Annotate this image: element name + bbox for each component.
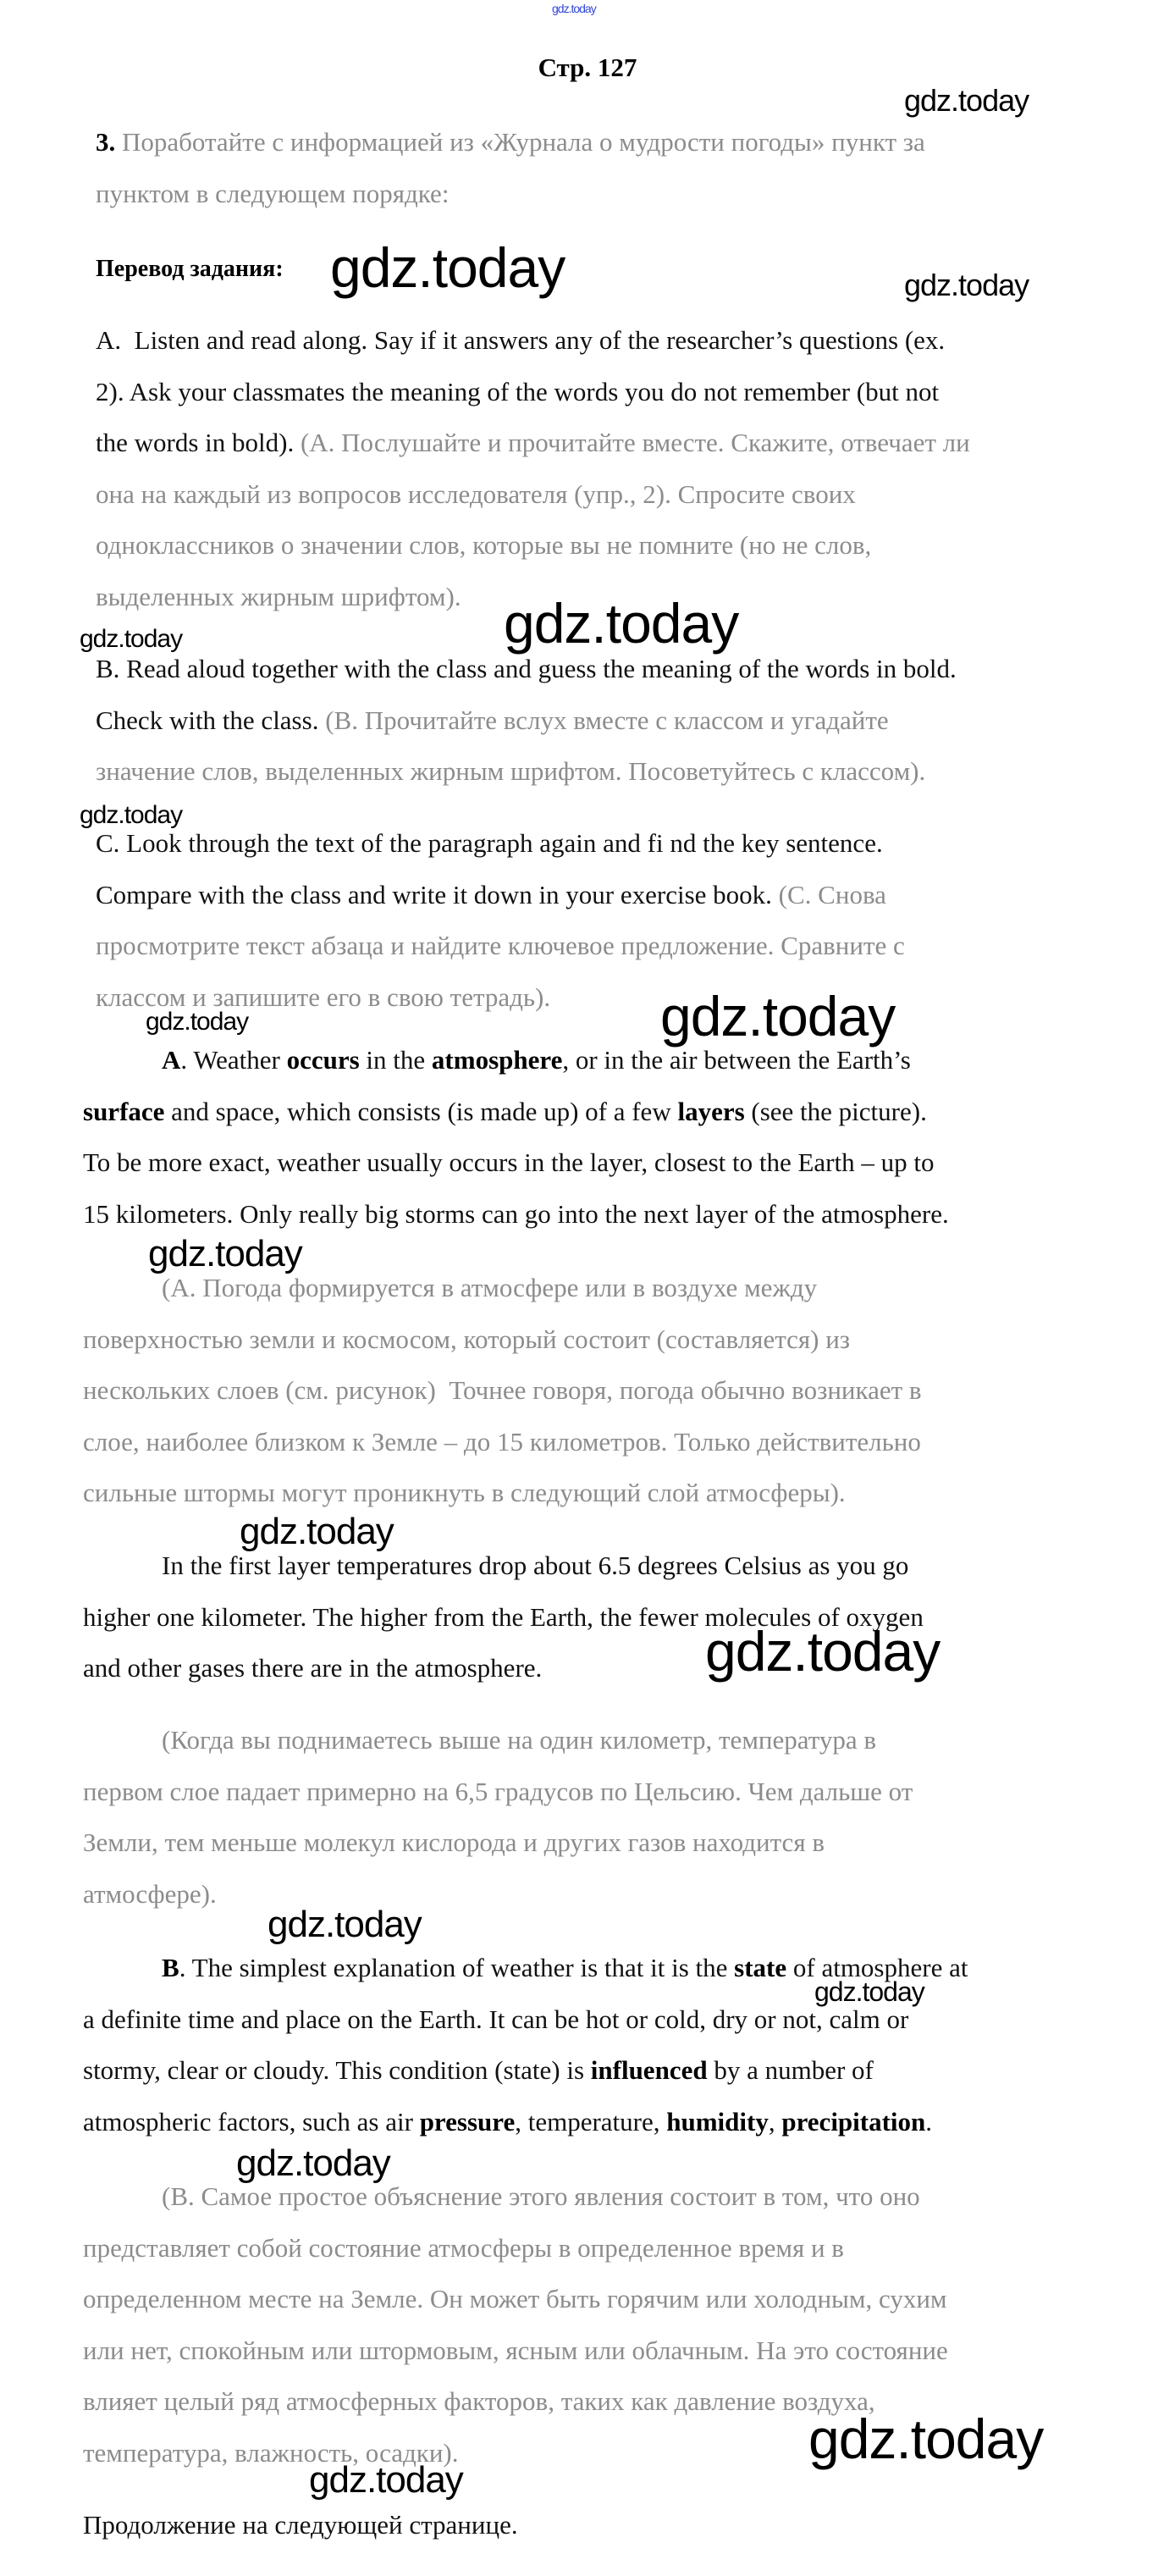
text-line — [83, 1540, 924, 1592]
bold-text: occurs — [286, 1045, 360, 1075]
item-a-paragraph — [96, 315, 970, 622]
body-text: . Weather — [180, 1045, 287, 1075]
watermark: gdz.today — [808, 2407, 1044, 2470]
translation-text: атмосфере). — [83, 1878, 217, 1909]
translation-title — [96, 244, 284, 296]
text-line — [96, 117, 925, 169]
text-layer-translation — [83, 1715, 913, 1920]
watermark: gdz.today — [660, 985, 896, 1048]
text-line — [96, 818, 905, 870]
body-text: Продолжение на следующей странице. — [83, 2510, 518, 2540]
bold-text: Перевод задания: — [96, 256, 284, 282]
body-text: , — [768, 2106, 782, 2137]
translation-text: пунктом в следующем порядке: — [96, 178, 450, 208]
bold-text: humidity — [666, 2106, 769, 2137]
bold-text: atmosphere — [431, 1045, 563, 1075]
text-line — [96, 417, 970, 469]
watermark: gdz.today — [904, 268, 1029, 302]
translation-text: (Когда вы поднимаетесь выше на один километр, температура в — [162, 1725, 877, 1755]
item-b-paragraph — [96, 644, 957, 798]
watermark: gdz.today — [814, 1976, 924, 2007]
body-text: 15 kilometers. Only really big storms can go into the next layer of the atmosphere. — [83, 1198, 949, 1229]
translation-text: первом слое падает примерно на 6,5 градусов по Цельсию. Чем дальше от — [83, 1776, 913, 1806]
watermark: gdz.today — [80, 625, 183, 653]
body-text: . — [925, 2106, 933, 2137]
body-text: and space, which consists (is made up) of a few — [164, 1096, 678, 1126]
text-line — [83, 2045, 968, 2097]
watermark: gdz.today — [330, 236, 565, 299]
text-line — [96, 367, 970, 418]
translation-text: влияет целый ряд атмосферных факторов, таких как давление воздуха, — [83, 2386, 875, 2416]
translation-text: (А. Погода формируется в атмосфере или в воздухе между — [162, 1273, 818, 1302]
task-paragraph — [96, 117, 925, 219]
body-text: 2). Ask your classmates the meaning of the words you do not remember (but not — [96, 376, 940, 406]
body-text: and other gases there are in the atmosphere. — [83, 1653, 543, 1683]
translation-text: просмотрите текст абзаца и найдите ключевое предложение. Сравните с — [96, 931, 905, 960]
text-line — [83, 2097, 968, 2148]
watermark: gdz.today — [309, 2459, 463, 2501]
watermark: gdz.today — [146, 1008, 249, 1036]
body-text: Compare with the class and write it down in your exercise book. — [96, 879, 779, 909]
body-text: stormy, clear or cloudy. This condition (state) is — [83, 2055, 591, 2085]
bold-text: A — [162, 1045, 181, 1075]
translation-text: одноклассников о значении слов, которые вы не помните (но не слов, — [96, 530, 872, 560]
text-line — [83, 2223, 948, 2275]
body-text: the words in bold). — [96, 428, 301, 457]
body-text: of atmosphere at — [786, 1953, 968, 1982]
translation-text: значение слов, выделенных жирным шрифтом. Посоветуйтесь с классом). — [96, 756, 926, 786]
body-text: , temperature, — [515, 2106, 667, 2137]
translation-text: определенном месте на Земле. Он может быть горячим или холодным, сухим — [83, 2284, 947, 2313]
text-b-paragraph — [83, 1943, 968, 2148]
watermark: gdz.today — [268, 1904, 422, 1945]
text-line — [83, 2325, 948, 2377]
text-line — [96, 746, 957, 798]
text-a-paragraph — [83, 1035, 949, 1240]
text-line — [83, 1086, 949, 1138]
translation-text: слое, наиболее близком к Земле – до 15 километров. Только действительно — [83, 1426, 921, 1457]
text-line — [83, 1766, 913, 1818]
bold-text: influenced — [590, 2055, 708, 2085]
watermark: gdz.today — [552, 2, 596, 15]
text-line — [83, 1869, 913, 1921]
translation-text: сильные штормы могут проникнуть в следующий слой атмосферы). — [83, 1478, 846, 1507]
text-line — [83, 2500, 518, 2551]
body-text: (see the picture). — [744, 1096, 927, 1126]
body-text: . The simplest explanation of weather is that it is the — [179, 1953, 735, 1982]
body-text: , or in the air between the Earth’s — [562, 1045, 911, 1075]
body-text: In the first layer temperatures drop about 6.5 degrees Celsius as you go — [162, 1551, 909, 1580]
bold-text: pressure — [419, 2106, 516, 2137]
watermark: gdz.today — [504, 592, 739, 655]
translation-text: поверхностью земли и космосом, который состоит (составляется) из — [83, 1324, 851, 1354]
body-text: Check with the class. — [96, 705, 326, 735]
text-line — [83, 1715, 913, 1766]
text-line — [83, 1817, 913, 1869]
bold-text: state — [734, 1953, 787, 1982]
bold-text: 3. — [96, 127, 122, 157]
translation-text: Земли, тем меньше молекул кислорода и других газов находится в — [83, 1827, 825, 1857]
watermark: gdz.today — [80, 801, 183, 829]
translation-text: (В. Самое простое объяснение этого явления состоит в том, что оно — [162, 2181, 920, 2211]
text-line — [96, 469, 970, 521]
bold-text: B — [162, 1953, 179, 1982]
translation-text: классом и запишите его в свою тетрадь). — [96, 981, 551, 1012]
translation-text: она на каждый из вопросов исследователя (упр., 2). Спросите своих — [96, 478, 856, 509]
watermark: gdz.today — [240, 1511, 394, 1552]
text-line — [96, 244, 284, 296]
body-text: To be more exact, weather usually occurs in the layer, closest to the Earth – up to — [83, 1147, 935, 1177]
watermark: gdz.today — [236, 2142, 390, 2184]
text-line — [83, 1365, 922, 1417]
translation-text: (А. Послушайте и прочитайте вместе. Скажите, отвечает ли — [300, 428, 970, 457]
text-a-translation — [83, 1263, 922, 1519]
watermark: gdz.today — [904, 83, 1029, 118]
page-title: Стр. 127 — [538, 53, 637, 82]
watermark: gdz.today — [148, 1233, 302, 1274]
translation-text: (В. Прочитайте вслух вместе с классом и угадайте — [325, 705, 889, 735]
text-line — [96, 169, 925, 220]
bold-text: layers — [677, 1096, 745, 1126]
body-text: in the — [359, 1045, 432, 1075]
watermark: gdz.today — [705, 1620, 941, 1683]
text-line — [96, 920, 905, 972]
translation-text: Поработайте с информацией из «Журнала о мудрости погоды» пункт за — [122, 127, 925, 157]
text-line — [83, 2274, 948, 2325]
translation-text: представляет собой состояние атмосферы в определенное время и в — [83, 2232, 844, 2263]
translation-text: (С. Снова — [778, 879, 886, 909]
text-line — [83, 1189, 949, 1241]
bold-text: surface — [83, 1096, 165, 1126]
text-line — [83, 1417, 922, 1468]
body-text: atmospheric factors, such as air — [83, 2106, 420, 2137]
body-text: a definite time and place on the Earth. It can be hot or cold, dry or not, calm or — [83, 2004, 909, 2034]
text-line — [96, 315, 970, 367]
text-line — [83, 1314, 922, 1366]
body-text: C. Look through the text of the paragraph again and fi nd the key sentence. — [96, 828, 883, 858]
text-line — [96, 695, 957, 747]
translation-text: температура, влажность, осадки). — [83, 2437, 459, 2468]
text-line — [83, 1468, 922, 1519]
continuation-note — [83, 2500, 518, 2551]
translation-text: выделенных жирным шрифтом). — [96, 581, 461, 611]
body-text: B. Read aloud together with the class and guess the meaning of the words in bold. — [96, 654, 957, 683]
body-text: higher one kilometer. The higher from the Earth, the fewer molecules of oxygen — [83, 1601, 924, 1632]
translation-text: или нет, спокойным или штормовым, ясным или облачным. На это состояние — [83, 2335, 948, 2365]
text-line — [83, 1137, 949, 1189]
translation-text: нескольких слоев (см. рисунок) Точнее говоря, погода обычно возникает в — [83, 1375, 922, 1405]
body-text: A. Listen and read along. Say if it answers any of the researcher’s questions (ex. — [96, 325, 946, 355]
bold-text: precipitation — [781, 2106, 926, 2137]
text-line — [96, 870, 905, 921]
text-line — [96, 520, 970, 572]
body-text: by a number of — [707, 2055, 874, 2085]
text-line — [83, 2171, 948, 2223]
